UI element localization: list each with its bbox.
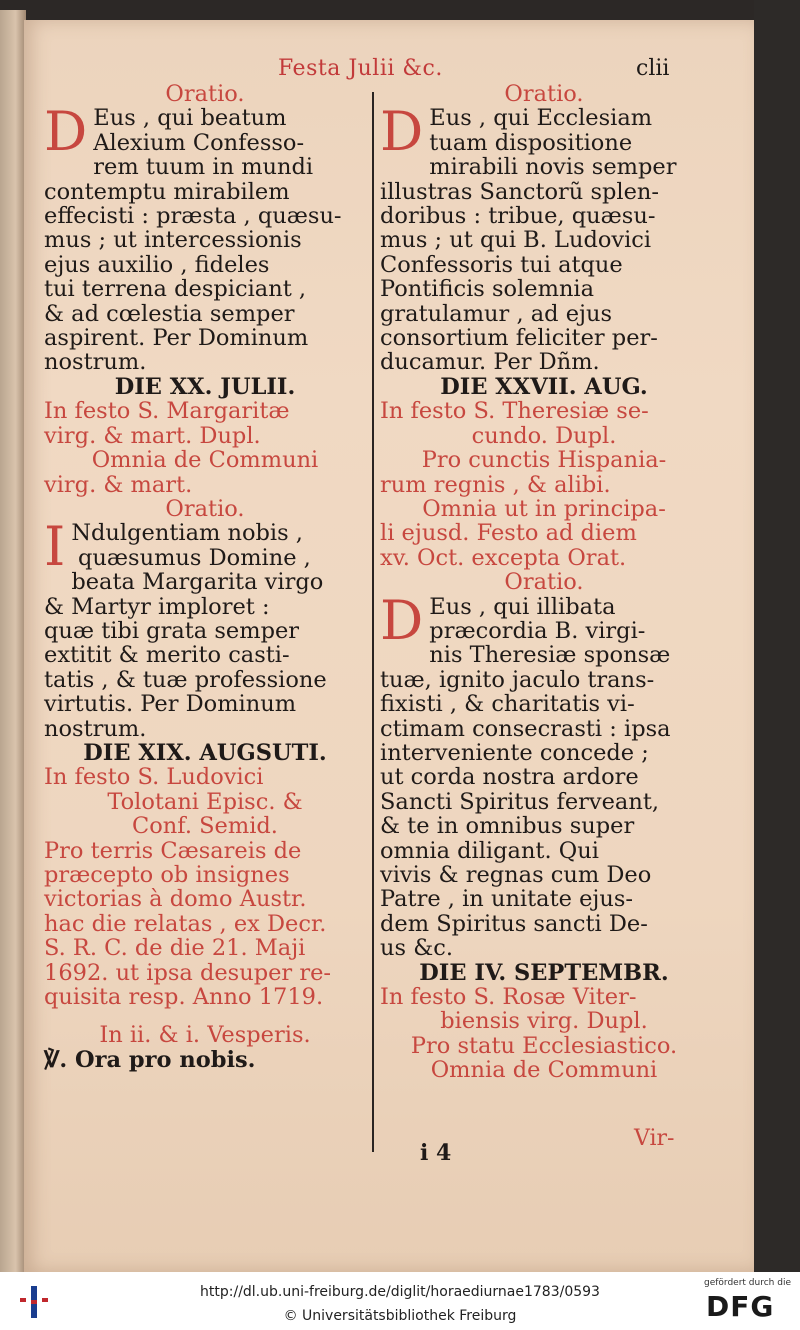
text-line	[380, 228, 708, 252]
line-text: ctimam consecrasti : ipsa	[380, 715, 671, 742]
line-text: DIE XX. JULII.	[114, 373, 296, 400]
text-line	[44, 570, 366, 594]
text-line	[380, 131, 708, 155]
dfg-logo: DFG	[706, 1290, 775, 1323]
line-text: omnia diligant. Qui	[380, 837, 599, 864]
permalink-url[interactable]: http://dl.ub.uni-freiburg.de/diglit/horaediurnae1783/0593	[200, 1284, 600, 1300]
line-text: Omnia de Communi	[430, 1057, 658, 1084]
line-text: In festo S. Theresiæ se-	[380, 398, 649, 425]
line-text: tuæ, ignito jaculo trans-	[380, 666, 655, 693]
scan-background	[754, 0, 800, 1272]
line-text: illustras Sanctorũ splen-	[380, 178, 659, 205]
text-line	[380, 521, 708, 545]
text-line	[44, 863, 366, 887]
line-text: Ndulgentiam nobis ,	[71, 520, 303, 547]
line-text: fixisti , & charitatis vi-	[380, 691, 635, 718]
text-line	[380, 1009, 708, 1033]
line-text: quisita resp. Anno 1719.	[44, 984, 324, 1011]
text-line	[44, 399, 366, 423]
text-line	[380, 839, 708, 863]
text-line	[380, 814, 708, 838]
text-line	[380, 961, 708, 985]
line-text: In festo S. Rosæ Viter-	[380, 984, 637, 1011]
text-line	[44, 204, 366, 228]
text-line	[44, 619, 366, 643]
line-text: In ii. & i. Vesperis.	[99, 1022, 311, 1049]
line-text: DIE XXVII. AUG.	[440, 373, 648, 400]
line-text: Conf. Semid.	[132, 813, 278, 840]
line-text: & te in omnibus super	[380, 813, 635, 840]
line-text: quæ tibi grata semper	[44, 617, 300, 644]
catchword: Vir-	[634, 1126, 675, 1151]
line-text: S. R. C. de die 21. Maji	[44, 935, 306, 962]
line-text: DIE IV. SEPTEMBR.	[419, 959, 669, 986]
line-text: rum regnis , & alibi.	[380, 471, 611, 498]
text-line	[380, 180, 708, 204]
line-text: In festo S. Margaritæ	[44, 398, 290, 425]
text-line	[44, 765, 366, 789]
text-line	[44, 643, 366, 667]
text-line	[44, 302, 366, 326]
line-text: ut corda nostra ardore	[380, 764, 639, 791]
line-text: us &c.	[380, 935, 453, 962]
text-line	[44, 155, 366, 179]
line-text: vivis & regnas cum Deo	[380, 862, 652, 888]
line-text: 1692. ut ipsa desuper re-	[44, 959, 332, 986]
text-line	[44, 180, 366, 204]
text-line	[44, 546, 366, 570]
text-line	[380, 570, 708, 594]
text-line	[44, 985, 366, 1009]
text-line	[380, 204, 708, 228]
line-text: Pontificis solemnia	[380, 276, 595, 303]
text-line	[380, 985, 708, 1009]
line-text: contemptu mirabilem	[44, 178, 290, 205]
text-line	[380, 302, 708, 326]
text-line	[380, 863, 708, 887]
previous-page-edge	[0, 10, 26, 1272]
left-column	[44, 82, 366, 1072]
text-line	[380, 717, 708, 741]
sponsor-caption: gefördert durch die	[704, 1278, 791, 1288]
text-line	[44, 473, 366, 497]
line-text: nis Theresiæ sponsæ	[429, 642, 671, 669]
text-line	[380, 741, 708, 765]
line-text: interveniente concede ;	[380, 739, 649, 766]
column-divider	[372, 92, 374, 1152]
text-line	[44, 253, 366, 277]
line-text: præcepto ob insignes	[44, 862, 290, 888]
text-line	[44, 350, 366, 374]
running-head: Festa Julii &c.	[278, 56, 443, 81]
line-text: Oratio.	[165, 495, 245, 522]
line-text: mirabili novis semper	[429, 154, 677, 181]
text-line	[380, 887, 708, 911]
line-text: Omnia ut in principa-	[422, 495, 666, 522]
line-text: dem Spiritus sancti De-	[380, 910, 648, 937]
text-line	[380, 253, 708, 277]
line-text: victorias à domo Austr.	[44, 886, 307, 913]
text-line	[380, 668, 708, 692]
line-text: rem tuum in mundi	[93, 154, 314, 181]
line-text: Pro statu Ecclesiastico.	[410, 1032, 678, 1059]
line-text: li ejusd. Festo ad diem	[380, 520, 637, 547]
line-text: gratulamur , ad ejus	[380, 300, 613, 327]
line-text: & Martyr imploret :	[44, 593, 270, 620]
line-gap	[44, 1009, 366, 1023]
drop-cap: D	[44, 100, 88, 164]
text-line	[380, 790, 708, 814]
text-line	[44, 936, 366, 960]
line-text: ducamur. Per Dñm.	[380, 349, 600, 376]
drop-cap: I	[44, 515, 66, 579]
text-line	[44, 1048, 366, 1072]
line-text: In festo S. Ludovici	[44, 764, 264, 791]
line-text: mus ; ut qui B. Ludovici	[380, 227, 652, 254]
text-line	[380, 448, 708, 472]
text-line	[44, 961, 366, 985]
text-line	[380, 912, 708, 936]
text-line	[380, 497, 708, 521]
line-text: DIE XIX. AUGSUTI.	[83, 739, 327, 766]
line-text: beata Margarita virgo	[71, 569, 324, 596]
line-text: aspirent. Per Dominum	[44, 325, 309, 352]
text-line	[380, 692, 708, 716]
line-text: Tolotani Episc. &	[107, 788, 303, 815]
text-line	[380, 424, 708, 448]
line-text: Eus , qui illibata	[429, 593, 616, 620]
text-line	[380, 473, 708, 497]
line-text: doribus : tribue, quæsu-	[380, 203, 656, 230]
copyright-notice: © Universitätsbibliothek Freiburg	[283, 1308, 517, 1324]
text-line	[380, 326, 708, 350]
line-text: Eus , qui Ecclesiam	[429, 105, 653, 132]
line-text: & ad cœlestia semper	[44, 300, 295, 327]
right-column	[380, 82, 708, 1083]
text-line	[44, 131, 366, 155]
line-text: virg. & mart. Dupl.	[44, 422, 261, 449]
text-line	[44, 692, 366, 716]
line-text: præcordia B. virgi-	[429, 617, 646, 644]
line-text: virg. & mart.	[44, 471, 193, 498]
text-line	[44, 82, 366, 106]
line-text: nostrum.	[44, 715, 147, 742]
line-text: biensis virg. Dupl.	[440, 1008, 648, 1035]
line-text: ejus auxilio , fideles	[44, 251, 270, 278]
text-line	[380, 619, 708, 643]
line-text: Pro terris Cæsareis de	[44, 837, 302, 864]
text-line	[380, 350, 708, 374]
line-text: Alexium Confesso-	[93, 129, 305, 156]
line-text: virtutis. Per Dominum	[44, 691, 297, 718]
line-text: Eus , qui beatum	[93, 105, 287, 132]
text-line	[44, 790, 366, 814]
text-line	[380, 936, 708, 960]
text-line	[380, 1034, 708, 1058]
line-text: mus ; ut intercessionis	[44, 227, 302, 254]
line-text: tuam dispositione	[429, 129, 633, 156]
text-line	[44, 595, 366, 619]
line-text: Omnia de Communi	[91, 447, 319, 474]
line-text: Confessoris tui atque	[380, 251, 623, 278]
text-line	[44, 814, 366, 838]
text-line	[44, 887, 366, 911]
text-line	[44, 741, 366, 765]
line-text: Pro cunctis Hispania-	[421, 447, 667, 474]
line-text: xv. Oct. excepta Orat.	[380, 544, 627, 571]
line-text: Oratio.	[504, 569, 584, 596]
drop-cap: D	[380, 100, 424, 164]
line-text: extitit & merito casti-	[44, 642, 290, 669]
line-text: cundo. Dupl.	[471, 422, 617, 449]
text-line	[380, 643, 708, 667]
signature-mark: i 4	[420, 1140, 452, 1166]
text-line	[44, 912, 366, 936]
text-line	[44, 448, 366, 472]
text-line	[44, 228, 366, 252]
text-line	[44, 1023, 366, 1047]
text-line	[44, 424, 366, 448]
text-line	[44, 375, 366, 399]
text-line	[380, 1058, 708, 1082]
line-text: consortium feliciter per-	[380, 325, 658, 352]
text-line	[380, 82, 708, 106]
drop-cap: D	[380, 588, 424, 652]
text-line	[44, 668, 366, 692]
text-line	[44, 839, 366, 863]
text-line	[44, 326, 366, 350]
line-text: tatis , & tuæ professione	[44, 666, 327, 693]
line-text: Patre , in unitate ejus-	[380, 886, 634, 913]
viewer-footer	[0, 1272, 800, 1330]
text-line	[380, 155, 708, 179]
line-text: Sancti Spiritus ferveant,	[380, 788, 660, 815]
line-text: ℣. Ora pro nobis.	[44, 1046, 256, 1073]
line-text: hac die relatas , ex Decr.	[44, 910, 327, 937]
text-line	[380, 546, 708, 570]
folio-number: clii	[636, 56, 670, 81]
text-line	[44, 277, 366, 301]
text-line	[44, 497, 366, 521]
line-text: nostrum.	[44, 349, 147, 376]
text-line	[44, 717, 366, 741]
line-text: Oratio.	[504, 81, 584, 107]
text-line	[380, 765, 708, 789]
line-text: tui terrena despiciant ,	[44, 276, 307, 303]
text-line	[380, 277, 708, 301]
line-text: effecisti : præsta , quæsu-	[44, 203, 342, 230]
line-text: Oratio.	[165, 81, 245, 107]
text-line	[380, 399, 708, 423]
text-line	[380, 375, 708, 399]
line-text: quæsumus Domine ,	[78, 544, 311, 571]
